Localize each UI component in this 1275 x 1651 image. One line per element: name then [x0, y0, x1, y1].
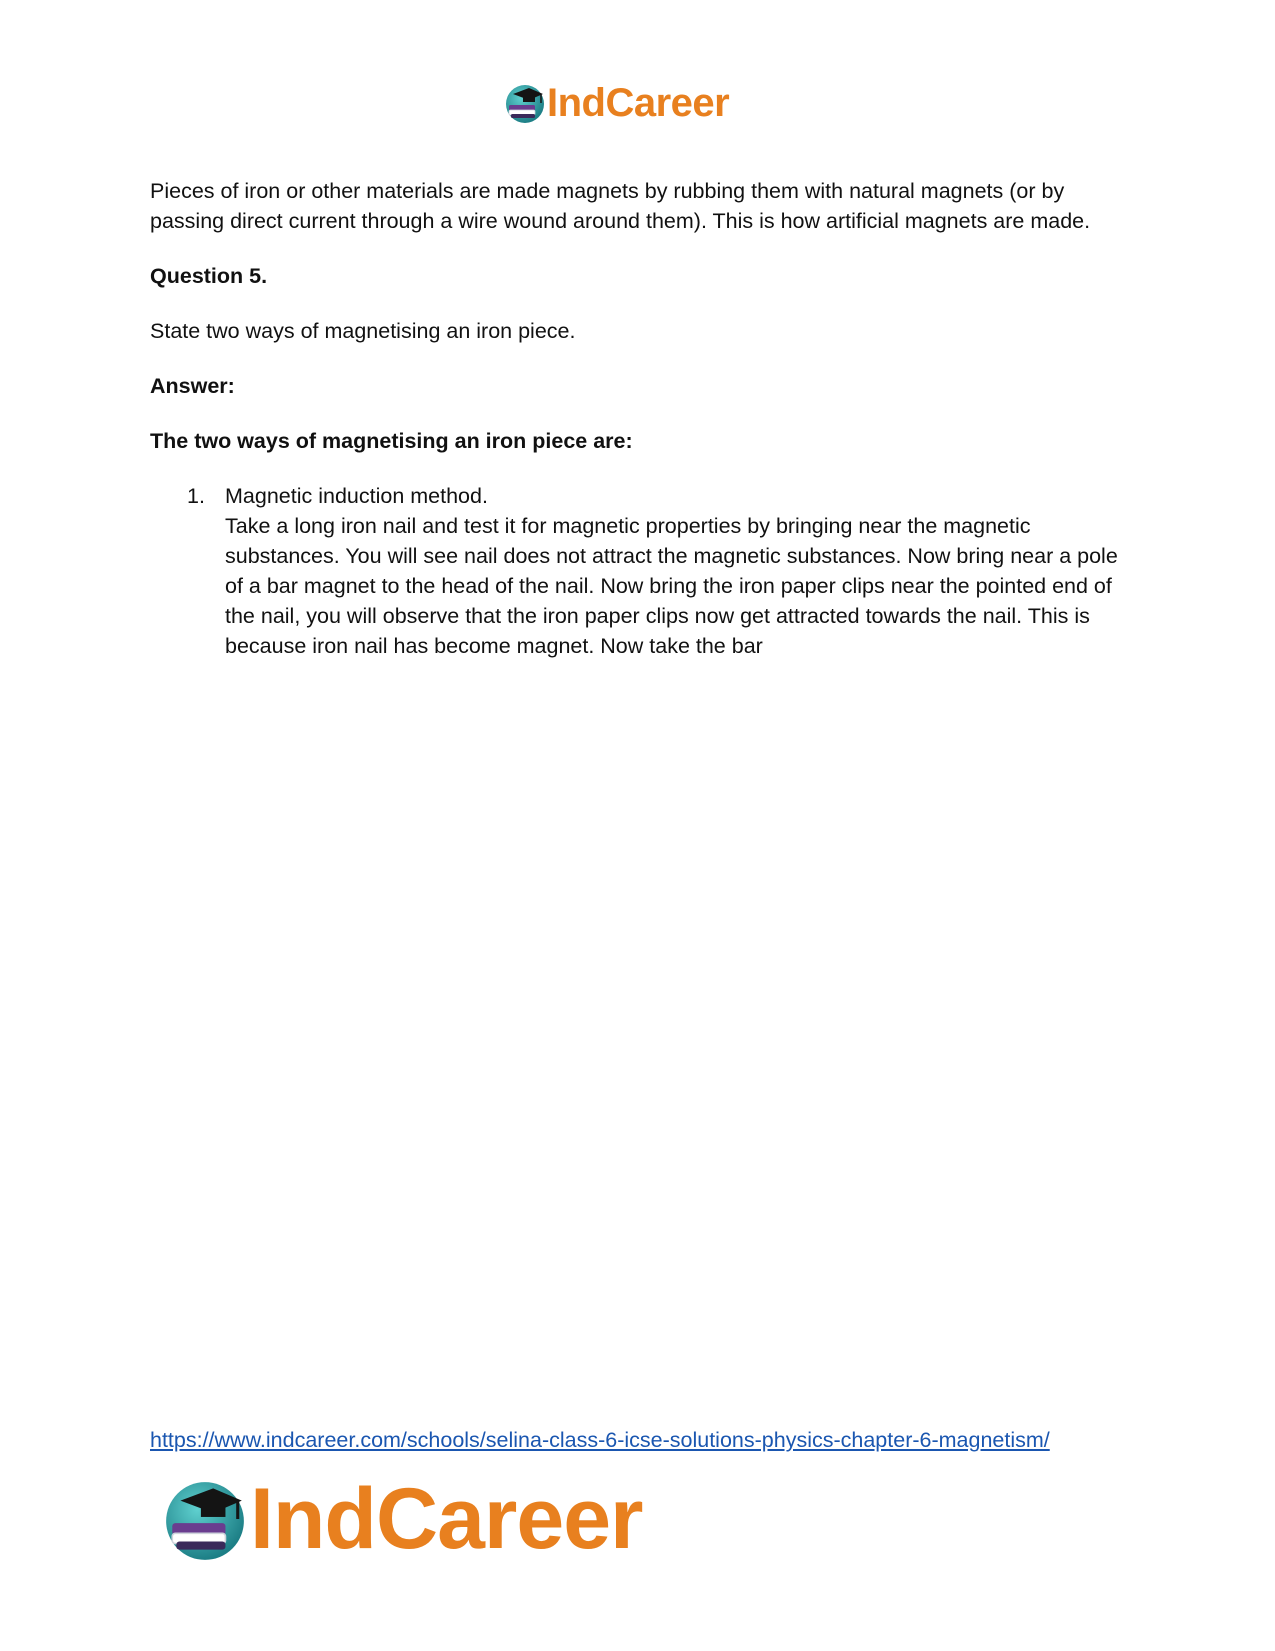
answer-list — [150, 481, 1130, 661]
intro-paragraph: Pieces of iron or other materials are made magnets by rubbing them with natural magnets (or by passing direct current through a wire wound around them). This is how artificial magnets are made. — [150, 179, 1091, 233]
header-logo — [503, 80, 729, 126]
list-item-heading: Magnetic induction method. — [225, 484, 488, 508]
logo-text: IndCareer — [547, 81, 730, 125]
footer-logo — [160, 1472, 643, 1566]
logo-text: IndCareer — [250, 1471, 643, 1567]
question-text: State two ways of magnetising an iron piece. — [150, 319, 576, 343]
answer-lead: The two ways of magnetising an iron piece are: — [150, 429, 633, 453]
answer-title: Answer: — [150, 374, 235, 398]
source-link[interactable]: https://www.indcareer.com/schools/selina-class-6-icse-solutions-physics-chapter-6-magnetism/ — [150, 1428, 1050, 1452]
graduation-cap-book-globe-icon — [160, 1474, 250, 1564]
document-body — [150, 176, 1130, 661]
graduation-cap-book-globe-icon — [503, 81, 547, 125]
list-item-body: Take a long iron nail and test it for magnetic properties by bringing near the magnetic substances. You will see nail does not attract the magnetic substances. Now bring near a pole of a bar magnet to the head of the nail. Now bring the iron paper clips near the pointed end of the nail, you will observe that the iron paper clips now get attracted towards the nail. This is because iron nail has become magnet. Now take the bar — [225, 514, 1118, 658]
list-item — [150, 481, 1130, 661]
list-number: 1. — [187, 484, 205, 508]
question-title: Question 5. — [150, 264, 268, 288]
